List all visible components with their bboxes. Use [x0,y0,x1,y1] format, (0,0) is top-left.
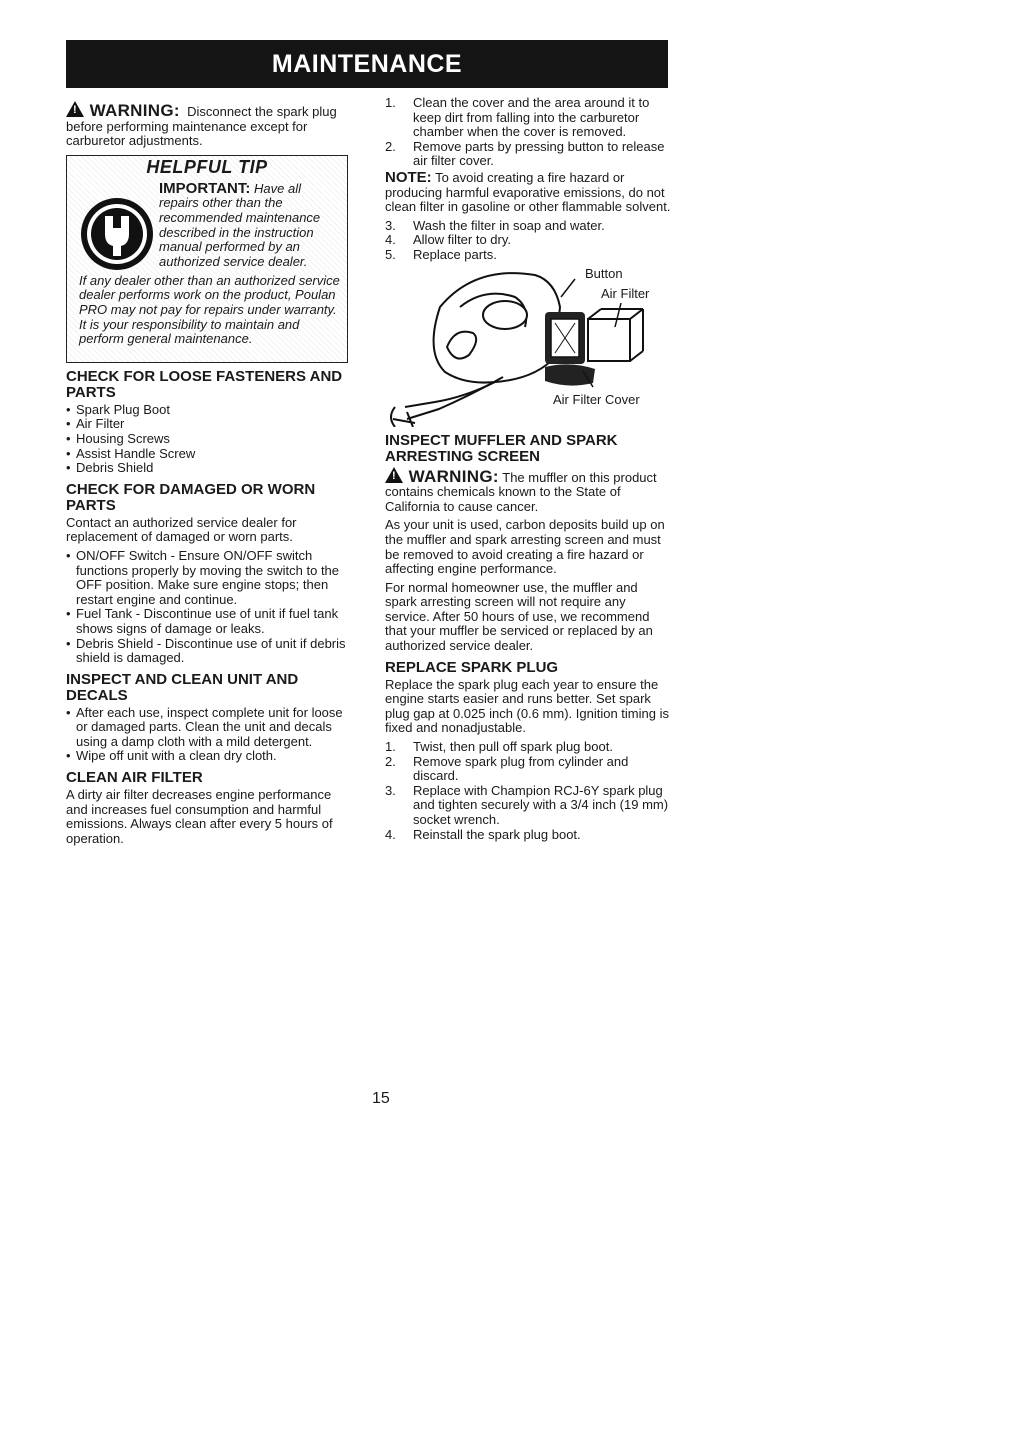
left-column [66,101,354,850]
label-button: Button [585,265,623,281]
list-item: 3. Wash the filter in soap and water. [385,217,605,233]
damaged-parts-intro: Contact an authorized service dealer for replacement of damaged or worn parts. [66,514,297,545]
note [385,168,673,215]
note-text: To avoid creating a fire hazard or producing harmful evaporative emissions, do not clean filter in gasoline or other flammable solvent. [385,169,671,215]
warning-label: WARNING: [408,466,499,486]
tip-important-label: IMPORTANT: [159,179,251,197]
heading-check-damaged: CHECK FOR DAMAGED OR WORN PARTS [66,480,316,514]
list-item: 4. Allow filter to dry. [385,232,512,248]
muffler-paragraph-2: For normal homeowner use, the muffler and spark arresting screen will not require any service. After 50 hours of use, we recommend that your muffler be serviced or replaced by an authorized service dealer. [385,579,653,654]
list-item: • ON/OFF Switch - Ensure ON/OFF switch functions properly by moving the switch to the OFF position. Make sure engine stops; then restart engine and continue. [66,549,354,607]
list-item: • Debris Shield [66,461,354,476]
note-label: NOTE: [385,168,432,186]
air-filter-steps-a [385,96,673,169]
warning-icon: ! [385,467,403,483]
warning-label: WARNING: [89,101,180,120]
list-item: • Housing Screws [66,432,354,447]
list-item: • Debris Shield - Discontinue use of unit if debris shield is damaged. [66,637,354,666]
inspect-clean-list [66,706,354,764]
damaged-parts-list [66,549,354,666]
list-item: • Air Filter [66,417,354,432]
heading-clean-air-filter: CLEAN AIR FILTER [66,769,203,787]
list-item: 2. Remove spark plug from cylinder and discard. [385,753,629,784]
spark-plug-steps [385,740,673,842]
label-air-filter-cover: Air Filter Cover [553,391,640,407]
list-item: 1. Twist, then pull off spark plug boot. [385,739,613,755]
heading-spark-plug: REPLACE SPARK PLUG [385,658,559,676]
loose-parts-list [66,403,354,476]
list-item: 5. Replace parts. [385,246,497,262]
list-item: 2. Remove parts by pressing button to release air filter cover. [385,138,665,169]
muffler-paragraph-1: As your unit is used, carbon deposits build up on the muffler and spark arresting screen and must be removed to avoid creating a fire hazard or affecting engine performance. [385,517,665,577]
heading-muffler: INSPECT MUFFLER AND SPARK ARRESTING SCREEN [385,431,618,465]
page-title: MAINTENANCE [66,40,668,88]
warning-icon: ! [66,101,84,117]
tip-important [159,179,343,270]
spark-plug-text: Replace the spark plug each year to ensure the engine starts easier and runs better. Set spark plug gap at 0.025 inch (0.6 mm). Ignition timing is fixed and nonadjustable. [385,676,669,736]
warning-text: Disconnect the spark plug before performing maintenance except for carburetor adjustments. [66,104,337,149]
heading-inspect-clean: INSPECT AND CLEAN UNIT AND DECALS [66,670,299,704]
page-number: 15 [372,1090,390,1107]
list-item: • Assist Handle Screw [66,447,354,462]
tip-warranty-text: If any dealer other than an authorized service dealer performs work on the product, Poulan PRO may not pay for repairs under warranty. It is your responsibility to maintain and perform general maintenance. [79,272,340,347]
tip-important-text: Have all repairs other than the recommended maintenance described in the instruction manual performed by an authorized service dealer. [159,180,321,269]
list-item: • After each use, inspect complete unit for loose or damaged parts. Clean the unit and decals using a damp cloth with a mild detergent. [66,706,354,750]
wrench-icon [77,194,157,274]
helpful-tip-title: HELPFUL TIP [146,156,268,177]
air-filter-text: A dirty air filter decreases engine performance and increases fuel consumption and harmful emissions. Always clean after every 5 hours of operation. [66,787,333,846]
right-column [385,96,673,844]
warning-disconnect [66,101,354,149]
heading-check-loose: CHECK FOR LOOSE FASTENERS AND PARTS [66,367,343,401]
air-filter-figure [385,267,675,427]
warning-text: The muffler on this product contains chemicals known to the State of California to cause cancer. [385,469,657,514]
helpful-tip-box [66,155,348,363]
list-item: • Spark Plug Boot [66,403,354,418]
list-item: 4. Reinstall the spark plug boot. [385,826,581,842]
list-item: • Fuel Tank - Discontinue use of unit if fuel tank shows signs of damage or leaks. [66,607,354,636]
warning-muffler [385,467,673,515]
list-item: • Wipe off unit with a clean dry cloth. [66,749,354,764]
air-filter-steps-b [385,219,673,263]
list-item: 3. Replace with Champion RCJ-6Y spark plug and tighten securely with a 3/4 inch (19 mm) socket wrench. [385,782,669,827]
label-air-filter: Air Filter [601,285,650,301]
list-item: 1. Clean the cover and the area around it to keep dirt from falling into the carburetor chamber when the cover is removed. [385,95,650,140]
